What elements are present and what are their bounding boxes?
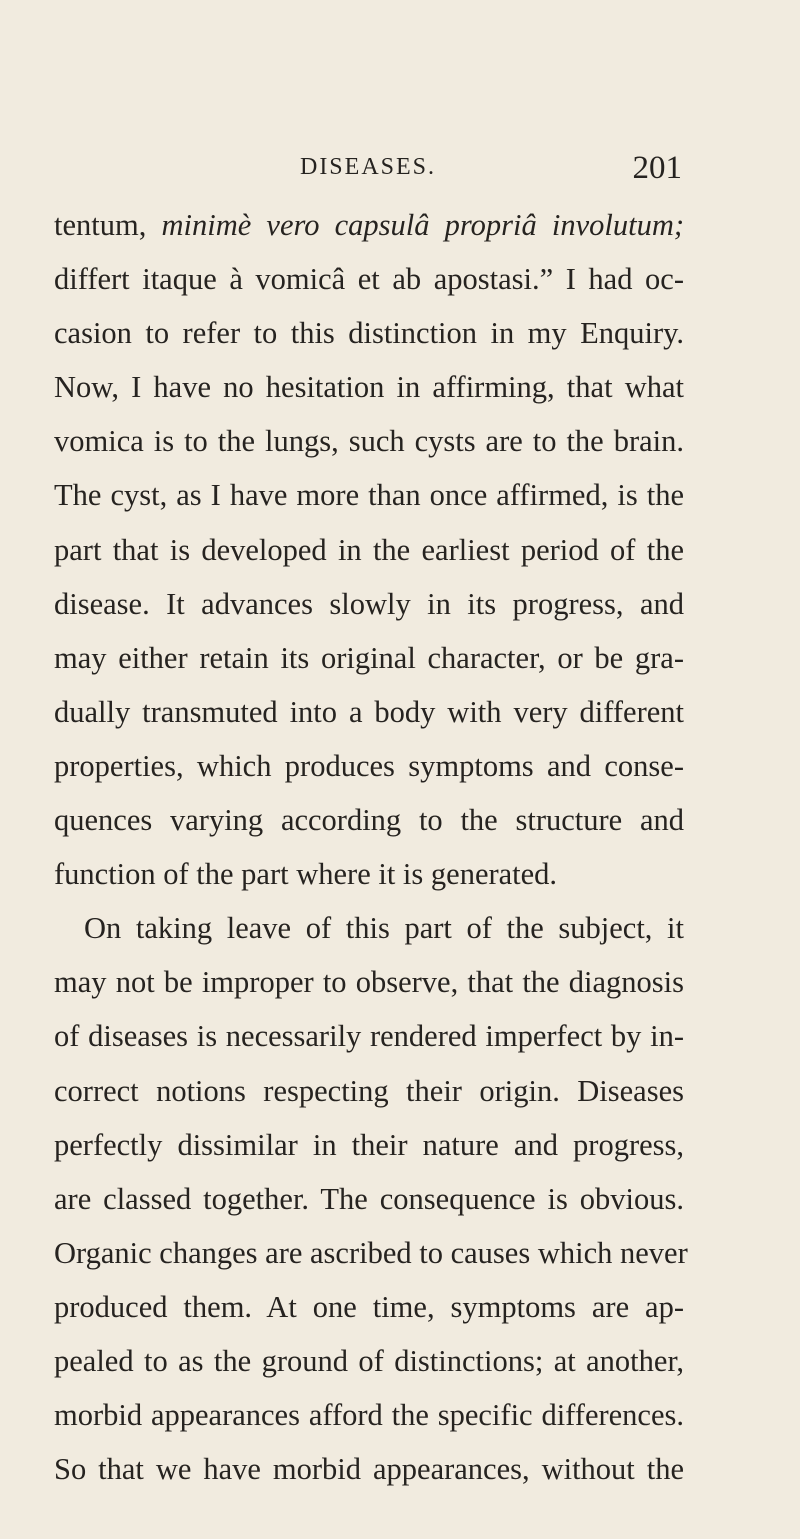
text-line: morbid appearances afford the specific differences. — [54, 1398, 684, 1433]
text-line: correct notions respecting their origin. Diseases — [54, 1073, 684, 1108]
text-line: may either retain its original character, or be gra- — [54, 640, 684, 675]
text-line: casion to refer to this distinction in my Enquiry. — [54, 316, 684, 351]
running-head — [54, 150, 682, 190]
text-line: Organic changes are ascribed to causes which never — [54, 1235, 688, 1270]
text-line: disease. It advances slowly in its progress, and — [54, 586, 684, 621]
text-line: part that is developed in the earliest period of the — [54, 532, 684, 567]
page-number: 201 — [632, 150, 682, 186]
text-line: So that we have morbid appearances, without the — [54, 1452, 684, 1487]
text-line: function of the part where it is generated. — [54, 857, 558, 892]
text-line: differt itaque à vomicâ et ab apostasi.” I had oc- — [54, 262, 684, 297]
text-line: are classed together. The consequence is obvious. — [54, 1181, 684, 1216]
text-line: produced them. At one time, symptoms are ap- — [54, 1289, 684, 1324]
text-line: tentum, minimè vero capsulâ propriâ involutum; — [54, 208, 684, 242]
text-line: perfectly dissimilar in their nature and progress, — [54, 1127, 684, 1162]
text-line: Now, I have no hesitation in affirming, that what — [54, 370, 684, 405]
text-line: vomica is to the lungs, such cysts are to the brain. — [54, 424, 684, 459]
running-title: DISEASES. — [299, 154, 437, 180]
text-line: may not be improper to observe, that the diagnosis — [54, 965, 684, 1000]
paragraph-start-line: On taking leave of this part of the subject, it — [84, 911, 684, 946]
text-line: dually transmuted into a body with very different — [54, 694, 684, 729]
text-line: pealed to as the ground of distinctions; at another, — [54, 1343, 684, 1378]
text-line: of diseases is necessarily rendered imperfect by in- — [54, 1019, 684, 1054]
text-line: properties, which produces symptoms and conse- — [54, 748, 684, 783]
text-line: quences varying according to the structure and — [54, 803, 684, 838]
text-line: The cyst, as I have more than once affirmed, is the — [54, 478, 684, 513]
body-text — [54, 198, 688, 1496]
